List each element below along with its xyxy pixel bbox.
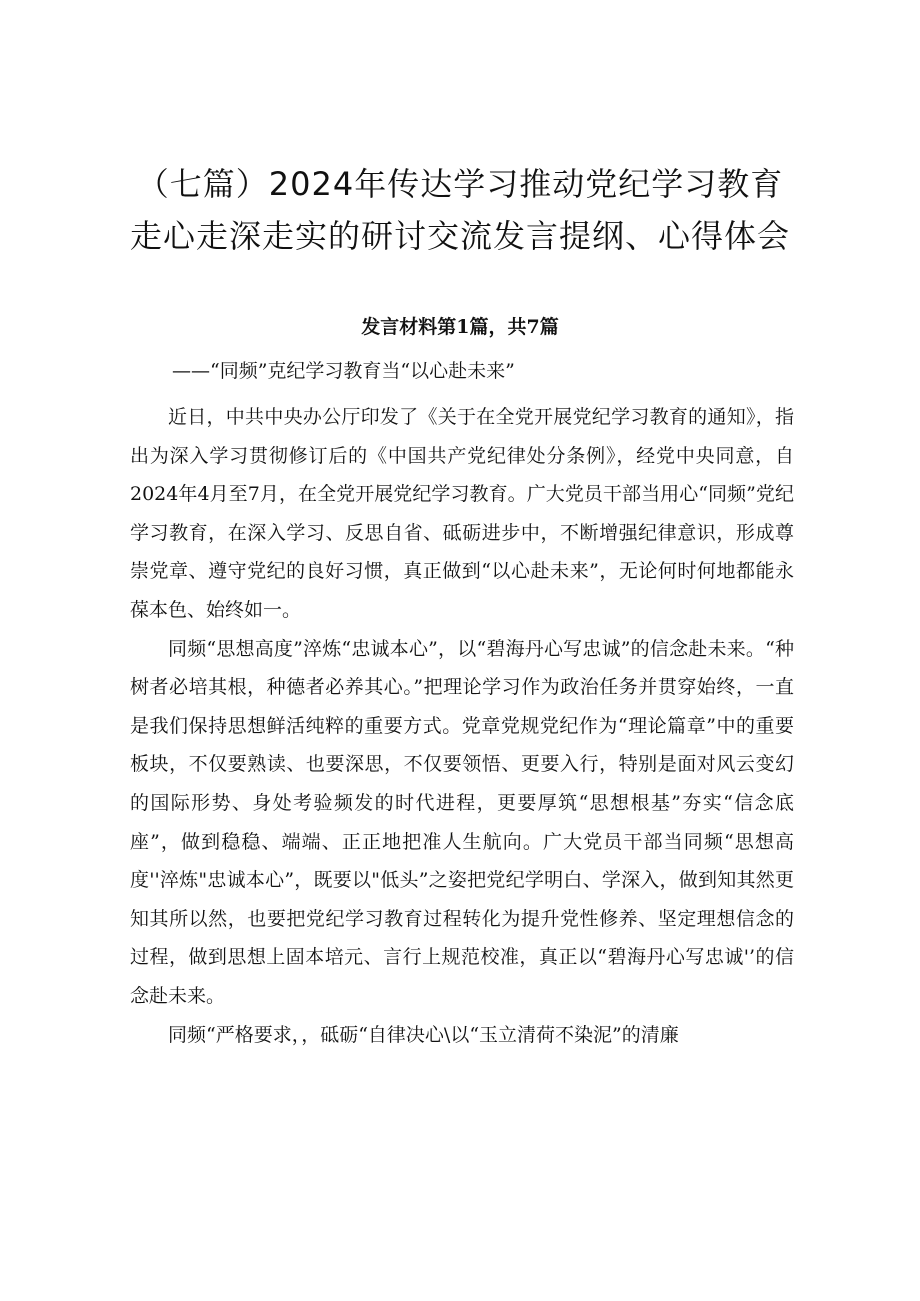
article-body xyxy=(130,398,794,1054)
document-title-line-1: （七篇）2024年传达学习推动党纪学习教育 xyxy=(136,165,784,203)
article-subtitle: ——“同频”克纪学习教育当“以心赴未来” xyxy=(172,360,515,382)
document-title-line-2: 走心走深走实的研讨交流发言提纲、心得体会 xyxy=(129,217,790,255)
paragraph: 同频“严格要求，，砥砺“自律决心\以“玉立清荷不染泥”的清廉 xyxy=(168,1023,679,1046)
section-heading: 发言材料第1篇，共7篇 xyxy=(361,316,559,338)
paragraph: 近日，中共中央办公厅印发了《关于在全党开展党纪学习教育的通知》，指出为深入学习贯彻修订后的《中国共产党纪律处分条例》，经党中央同意，自2024年4月至7月，在全党开展党纪学习教育。广大党员干部当用心“同频”党纪学习教育，在深入学习、反思自省、砥砺进步中，不断增强纪律意识，形成尊崇党章、遵守党纪的良好习惯，真正做到“以心赴未来”，无论何时何地都能永葆本色、始终如一。 xyxy=(130,406,794,621)
paragraph: 同频“思想高度”淬炼“忠诚本心”，以“碧海丹心写忠诚”的信念赴未来。“种树者必培其根，种德者必养其心。”把理论学习作为政治任务并贯穿始终，一直是我们保持思想鲜活纯粹的重要方式。党章党规党纪作为“理论篇章”中的重要板块，不仅要熟读、也要深思，不仅要领悟、更要入行，特别是面对风云变幻的国际形势、身处考验频发的时代进程，更要厚筑“思想根基”夯实“信念底座”，做到稳稳、端端、正正地把准人生航向。广大党员干部当同频“思想高度''淬炼"忠诚本心”，既要以"低头”之姿把党纪学明白、学深入，做到知其然更知其所以然，也要把党纪学习教育过程转化为提升党性修养、坚定理想信念的过程，做到思想上固本培元、言行上规范校准，真正以“碧海丹心写忠诚'’的信念赴未来。 xyxy=(130,637,794,1007)
